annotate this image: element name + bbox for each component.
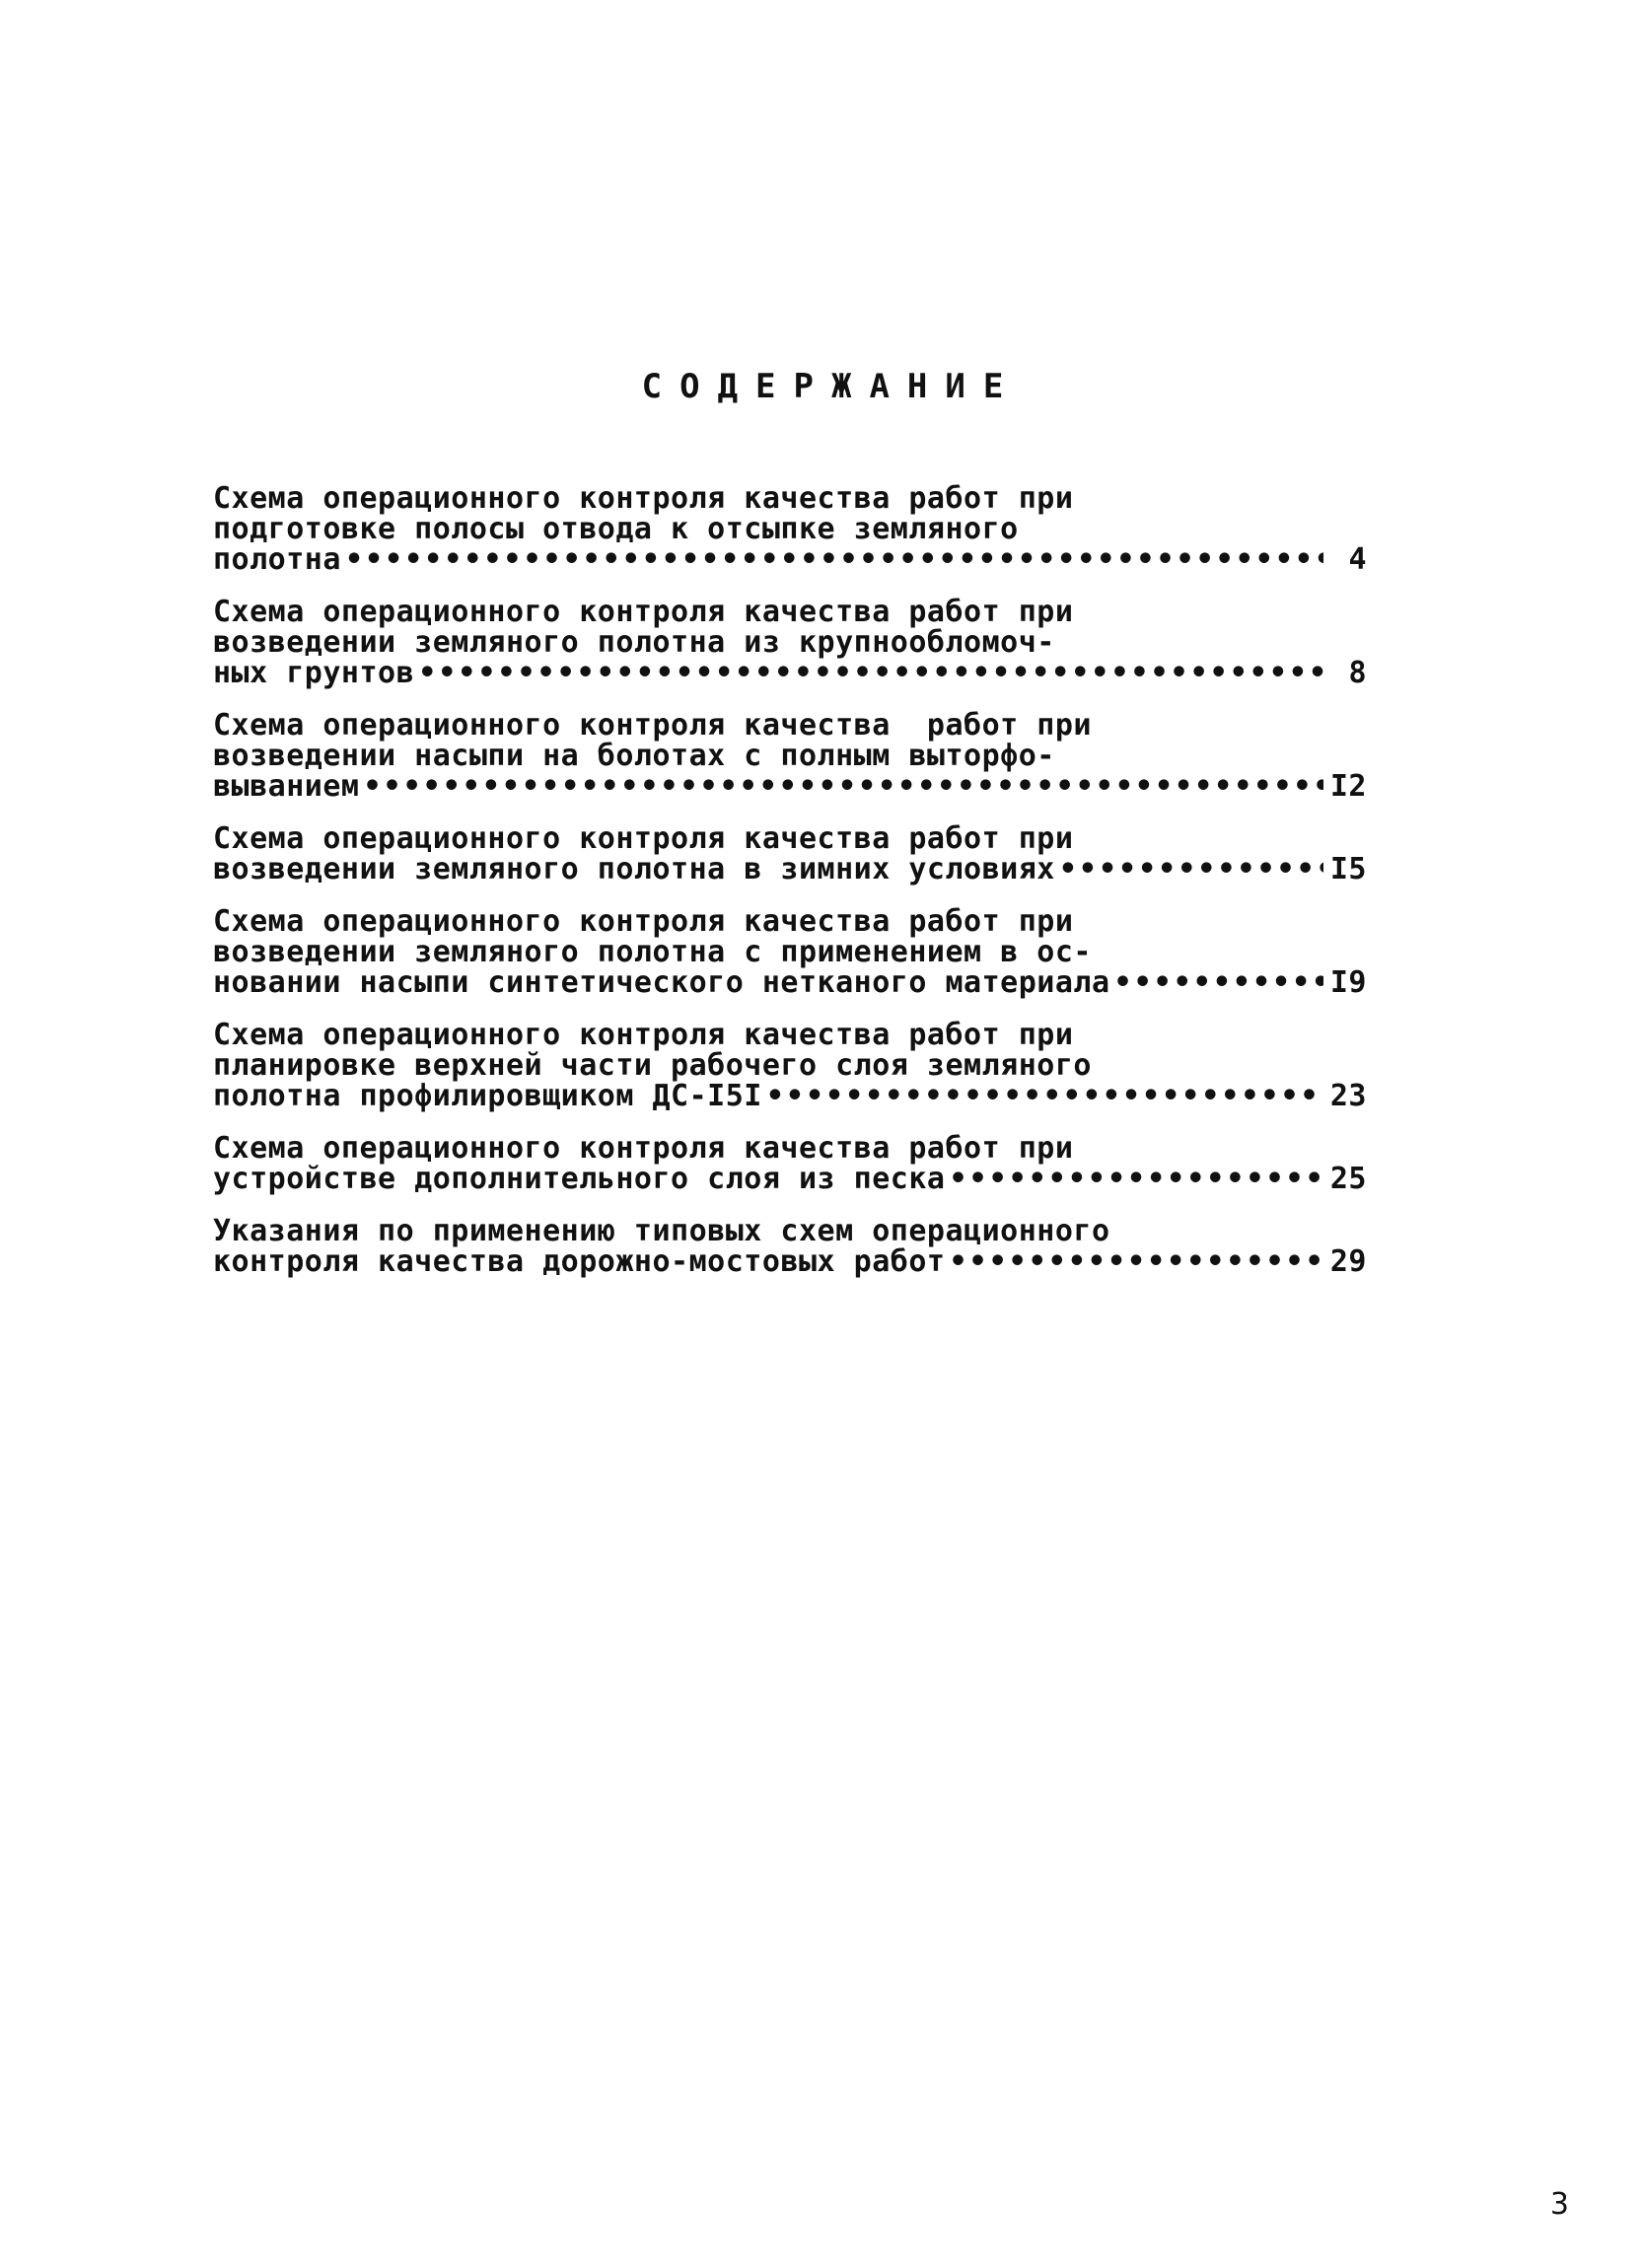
toc-entry-line: полотна bbox=[213, 542, 341, 577]
dot-leader bbox=[766, 1081, 1323, 1111]
toc-entry-last-line bbox=[213, 1081, 1367, 1111]
toc-page-number: 25 bbox=[1329, 1162, 1367, 1196]
toc-entry-line: ных грунтов bbox=[213, 656, 415, 690]
toc-entry-last-line bbox=[213, 967, 1367, 998]
dot-leader bbox=[1114, 967, 1323, 998]
toc-entry bbox=[213, 710, 1367, 802]
toc-page-number: I5 bbox=[1329, 852, 1367, 886]
dot-leader bbox=[364, 771, 1324, 802]
toc-entry-last-line bbox=[213, 658, 1367, 688]
toc-entry-line: Схема операционного контроля качества работ при bbox=[213, 904, 1074, 939]
toc-entry-line: Схема операционного контроля качества работ при bbox=[213, 1131, 1074, 1166]
toc-entry-line: планировке верхней части рабочего слоя земляного bbox=[213, 1048, 1092, 1083]
toc-page-number: 4 bbox=[1348, 542, 1367, 577]
toc-entry-line: контроля качества дорожно-мостовых работ bbox=[213, 1244, 946, 1279]
toc-entry-line: Схема операционного контроля качества работ при bbox=[213, 821, 1074, 856]
toc-entry-line: устройстве дополнительного слоя из песка bbox=[213, 1162, 946, 1196]
toc-entry-line: возведении земляного полотна в зимних условиях bbox=[213, 852, 1055, 886]
toc-entry-line: Схема операционного контроля качества работ при bbox=[213, 595, 1074, 629]
toc-entry-line: Схема операционного контроля качества работ при bbox=[213, 708, 1092, 743]
toc-entry-line: выванием bbox=[213, 769, 360, 804]
toc-entry-line: Схема операционного контроля качества работ при bbox=[213, 1018, 1074, 1052]
page-number: 3 bbox=[1549, 2187, 1569, 2222]
toc-entry-line: новании насыпи синтетического нетканого материала bbox=[213, 965, 1110, 1000]
toc-entry-line: возведении земляного полотна из крупнообломоч- bbox=[213, 625, 1055, 660]
toc-entry-line: возведении насыпи на болотах с полным выторфо- bbox=[213, 739, 1055, 773]
toc-entry-line: Указания по применению типовых схем операционного bbox=[213, 1214, 1110, 1248]
dot-leader bbox=[418, 658, 1323, 688]
toc-entry-last-line bbox=[213, 1164, 1367, 1194]
toc-entry bbox=[213, 823, 1367, 885]
toc-entry bbox=[213, 1216, 1367, 1277]
toc-entry bbox=[213, 597, 1367, 688]
toc-page-number: 23 bbox=[1329, 1079, 1367, 1113]
toc-entry-last-line bbox=[213, 854, 1367, 885]
toc-entry bbox=[213, 483, 1367, 575]
toc-entry-last-line bbox=[213, 1246, 1367, 1277]
dot-leader bbox=[1059, 854, 1323, 885]
dot-leader bbox=[949, 1164, 1323, 1194]
toc-entry-last-line bbox=[213, 544, 1367, 575]
toc-page-number: I2 bbox=[1329, 769, 1367, 804]
toc-entry-line: возведении земляного полотна с применением в ос- bbox=[213, 935, 1092, 969]
toc-page-number: I9 bbox=[1329, 965, 1367, 1000]
toc-entry bbox=[213, 1020, 1367, 1111]
toc-entry-line: подготовке полосы отвода к отсыпке земляного bbox=[213, 512, 1019, 546]
table-of-contents bbox=[213, 483, 1367, 1299]
dot-leader bbox=[949, 1246, 1323, 1277]
dot-leader bbox=[345, 544, 1323, 575]
toc-entry bbox=[213, 1133, 1367, 1194]
toc-page-number: 29 bbox=[1329, 1244, 1367, 1279]
toc-page-number: 8 bbox=[1348, 656, 1367, 690]
toc-entry bbox=[213, 906, 1367, 998]
toc-entry-last-line bbox=[213, 771, 1367, 802]
toc-entry-line: Схема операционного контроля качества работ при bbox=[213, 481, 1074, 516]
toc-entry-line: полотна профилировщиком ДС-I5I bbox=[213, 1079, 762, 1113]
page-title: СОДЕРЖАНИЕ bbox=[641, 367, 1022, 406]
